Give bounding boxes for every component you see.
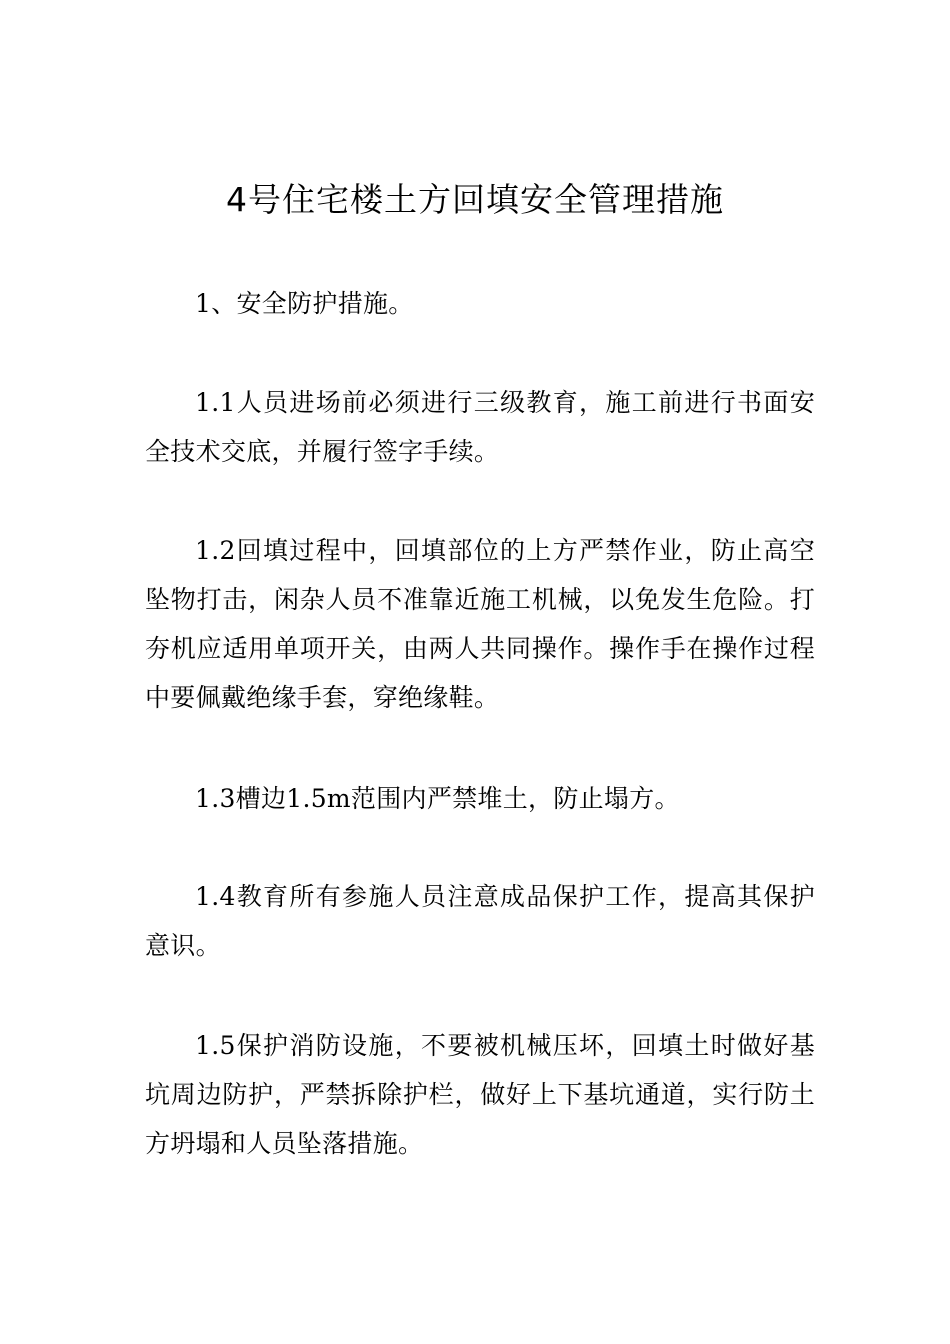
section-heading-safety: 1、安全防护措施。 xyxy=(195,289,414,318)
paragraph-1-4: 1.4教育所有参施人员注意成品保护工作，提高其保护意识。 xyxy=(145,882,815,960)
document-title: 4号住宅楼土方回填安全管理措施 xyxy=(226,180,724,219)
paragraph-1-2: 1.2回填过程中，回填部位的上方严禁作业，防止高空坠物打击，闲杂人员不准靠近施工机械，以免发生危险。打夯机应适用单项开关，由两人共同操作。操作手在操作过程中要佩戴绝缘手套，穿绝缘鞋。 xyxy=(145,536,815,712)
paragraph-1-3: 1.3槽边1.5m范围内严禁堆土，防止塌方。 xyxy=(195,784,680,813)
paragraph-1-1: 1.1人员进场前必须进行三级教育，施工前进行书面安全技术交底，并履行签字手续。 xyxy=(145,388,815,466)
paragraph-1-5: 1.5保护消防设施，不要被机械压坏，回填土时做好基坑周边防护，严禁拆除护栏，做好上下基坑通道，实行防土方坍塌和人员坠落措施。 xyxy=(145,1031,815,1158)
